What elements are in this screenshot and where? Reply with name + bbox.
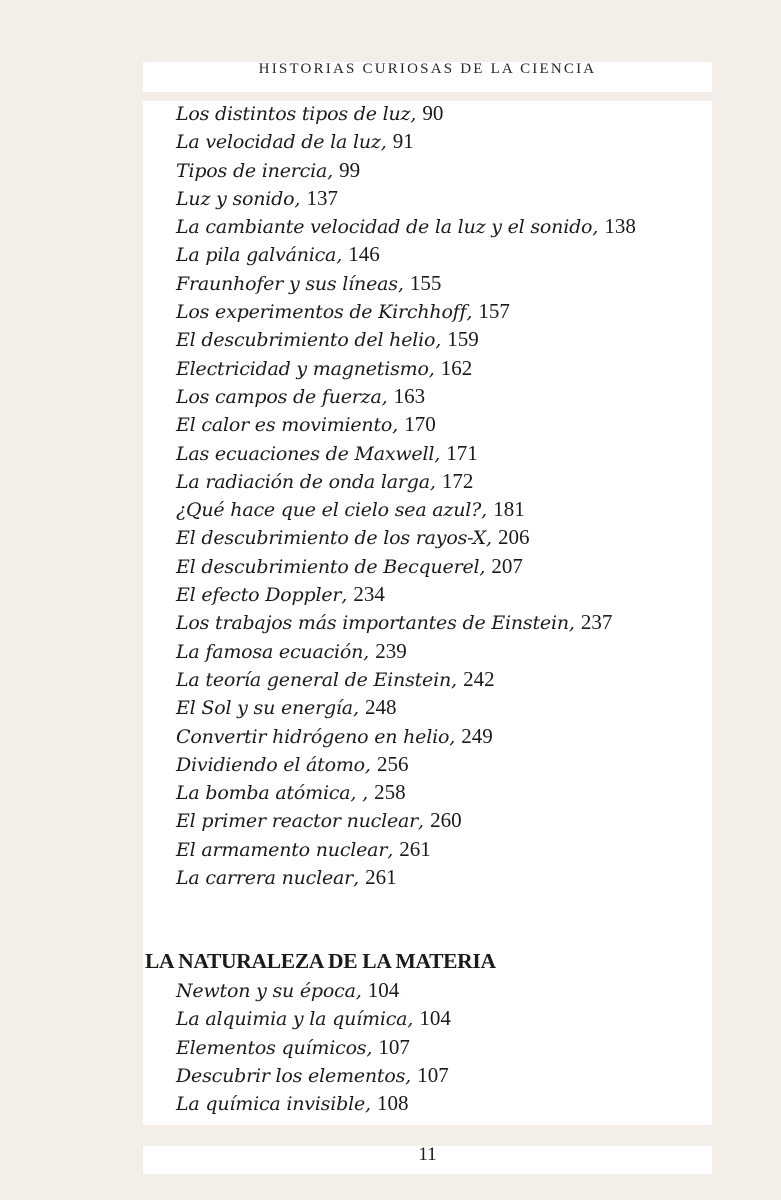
entry-page-number: 248 xyxy=(364,695,397,720)
entry-page-number: 249 xyxy=(461,723,493,748)
index-entry xyxy=(176,99,636,127)
entry-page-number: 162 xyxy=(440,355,473,380)
entry-page-number: 146 xyxy=(348,242,380,267)
entry-separator: , xyxy=(352,697,359,720)
index-entry xyxy=(176,665,636,693)
entry-title: La química invisible xyxy=(176,1093,365,1116)
entry-separator: , xyxy=(407,1008,414,1031)
entry-title: Tipos de inercia xyxy=(176,159,328,182)
entry-title: Luz y sonido xyxy=(176,187,295,210)
entry-separator: , xyxy=(341,584,348,607)
entry-page-number: 258 xyxy=(374,780,406,805)
entry-page-number: 107 xyxy=(417,1062,449,1087)
section-heading: LA NATURALEZA DE LA MATERIA xyxy=(145,949,496,973)
index-entry xyxy=(176,580,636,608)
entry-page-number: 137 xyxy=(306,185,338,210)
entry-page-number: 261 xyxy=(365,865,397,890)
entry-separator: , xyxy=(418,810,425,833)
entry-title: La pila galvánica xyxy=(176,244,337,267)
index-entry xyxy=(176,750,636,778)
entry-separator: , xyxy=(381,385,388,408)
entry-title: La radiación de onda larga xyxy=(176,470,430,493)
entry-title: ¿Qué hace que el cielo sea azul? xyxy=(176,499,482,522)
entry-page-number: 170 xyxy=(404,412,436,437)
entry-page-number: 108 xyxy=(377,1091,409,1116)
entry-page-number: 99 xyxy=(339,157,361,182)
page-number: 11 xyxy=(418,1144,437,1165)
index-entry xyxy=(176,552,636,580)
entry-separator: , xyxy=(366,1036,373,1059)
index-entry xyxy=(176,778,636,806)
entry-title: El primer reactor nuclear xyxy=(176,810,419,833)
entry-page-number: 206 xyxy=(498,525,530,550)
index-entry xyxy=(176,467,636,495)
entry-page-number: 181 xyxy=(493,497,525,522)
index-entry-list xyxy=(176,99,636,891)
entry-separator: , xyxy=(481,499,488,522)
entry-title: La velocidad de la luz xyxy=(176,131,381,154)
entry-separator: , xyxy=(428,357,435,380)
entry-page-number: 239 xyxy=(375,638,407,663)
entry-page-number: 157 xyxy=(478,299,510,324)
entry-separator: , xyxy=(568,612,575,635)
index-entry xyxy=(176,1061,451,1089)
entry-title: La teoría general de Einstein xyxy=(176,668,452,691)
index-entry xyxy=(176,269,636,297)
index-entry xyxy=(176,495,636,523)
entry-title: El armamento nuclear xyxy=(176,838,388,861)
entry-page-number: 207 xyxy=(491,553,523,578)
entry-title: Dividiendo el átomo xyxy=(176,753,365,776)
index-entry xyxy=(176,693,636,721)
entry-separator: , xyxy=(362,782,369,805)
folio-band xyxy=(143,1146,712,1174)
entry-separator: , xyxy=(451,668,458,691)
entry-title: El descubrimiento de Becquerel xyxy=(176,555,480,578)
entry-separator: , xyxy=(355,980,362,1002)
entry-title: Los experimentos de Kirchhoff xyxy=(176,301,467,324)
index-entry xyxy=(176,637,636,665)
entry-title: El descubrimiento de los rayos-X xyxy=(176,527,486,550)
entry-separator: , xyxy=(363,640,370,663)
entry-separator: , xyxy=(336,244,343,267)
entry-title: Fraunhofer y sus líneas xyxy=(176,272,398,295)
entry-separator: , xyxy=(410,103,417,125)
entry-page-number: 107 xyxy=(378,1034,410,1059)
entry-title: La alquimia y la química xyxy=(176,1008,408,1031)
index-entry xyxy=(176,439,636,467)
entry-page-number: 90 xyxy=(422,101,444,125)
index-entry xyxy=(176,410,636,438)
entry-title: El efecto Doppler xyxy=(176,584,342,607)
entry-page-number: 159 xyxy=(447,327,479,352)
entry-title: Convertir hidrógeno en helio xyxy=(176,725,450,748)
running-head-band xyxy=(143,62,712,92)
entry-title: Newton y su época xyxy=(176,980,356,1002)
index-entry xyxy=(176,212,636,240)
entry-separator: , xyxy=(592,216,599,239)
index-entry xyxy=(176,382,636,410)
entry-page-number: 104 xyxy=(367,978,400,1002)
entry-page-number: 242 xyxy=(463,666,495,691)
entry-page-number: 234 xyxy=(353,582,385,607)
section-entry-list xyxy=(176,976,451,1117)
entry-page-number: 104 xyxy=(419,1006,451,1031)
index-entry xyxy=(176,127,636,155)
entry-separator: , xyxy=(353,867,360,890)
entry-title: El Sol y su energía xyxy=(176,697,353,720)
index-entry xyxy=(176,835,636,863)
entry-page-number: 237 xyxy=(580,610,613,635)
entry-separator: , xyxy=(435,329,442,352)
index-entry xyxy=(176,523,636,551)
index-entry xyxy=(176,156,636,184)
entry-title: Las ecuaciones de Maxwell xyxy=(176,442,435,465)
entry-page-number: 171 xyxy=(446,440,478,465)
entry-title: El descubrimiento del helio xyxy=(176,329,436,352)
entry-page-number: 256 xyxy=(376,751,409,776)
entry-separator: , xyxy=(380,131,387,154)
index-entry xyxy=(176,863,636,891)
entry-page-number: 163 xyxy=(393,383,426,408)
entry-separator: , xyxy=(364,753,371,776)
entry-page-number: 261 xyxy=(399,836,431,861)
entry-separator: , xyxy=(486,527,493,550)
entry-separator: , xyxy=(294,187,301,210)
entry-separator: , xyxy=(449,725,456,748)
entry-separator: , xyxy=(479,555,486,578)
entry-title: Elementos químicos xyxy=(176,1036,367,1059)
entry-title: Electricidad y magnetismo xyxy=(176,357,429,380)
entry-page-number: 172 xyxy=(441,468,474,493)
entry-title: Los campos de fuerza xyxy=(176,385,382,408)
index-entry xyxy=(176,325,636,353)
entry-title: Descubrir los elementos xyxy=(176,1064,406,1087)
entry-page-number: 155 xyxy=(409,270,442,295)
running-head: HISTORIAS CURIOSAS DE LA CIENCIA xyxy=(258,61,597,77)
entry-title: Los trabajos más importantes de Einstein xyxy=(176,612,569,635)
index-entry xyxy=(176,1033,451,1061)
entry-separator: , xyxy=(429,470,436,493)
entry-page-number: 138 xyxy=(604,214,636,239)
index-content xyxy=(143,101,712,1125)
entry-page-number: 91 xyxy=(392,129,414,154)
index-entry xyxy=(176,354,636,382)
index-entry xyxy=(176,1089,451,1117)
entry-separator: , xyxy=(466,301,473,324)
index-entry xyxy=(176,608,636,636)
entry-separator: , xyxy=(397,272,404,295)
index-entry xyxy=(176,976,451,1004)
entry-separator: , xyxy=(327,159,334,182)
entry-separator: , xyxy=(405,1064,412,1087)
index-entry xyxy=(176,184,636,212)
entry-separator: , xyxy=(365,1093,372,1116)
entry-title: El calor es movimiento xyxy=(176,414,393,437)
entry-separator: , xyxy=(387,838,394,861)
entry-title: La bomba atómica, xyxy=(176,782,363,805)
index-entry xyxy=(176,240,636,268)
index-entry xyxy=(176,806,636,834)
entry-separator: , xyxy=(434,442,441,465)
index-entry xyxy=(176,1004,451,1032)
index-entry xyxy=(176,297,636,325)
entry-title: La carrera nuclear xyxy=(176,867,354,890)
entry-page-number: 260 xyxy=(430,808,462,833)
entry-separator: , xyxy=(392,414,399,437)
entry-title: La cambiante velocidad de la luz y el sonido xyxy=(176,216,593,239)
index-entry xyxy=(176,722,636,750)
entry-title: La famosa ecuación xyxy=(176,640,364,663)
entry-title: Los distintos tipos de luz xyxy=(176,103,411,125)
